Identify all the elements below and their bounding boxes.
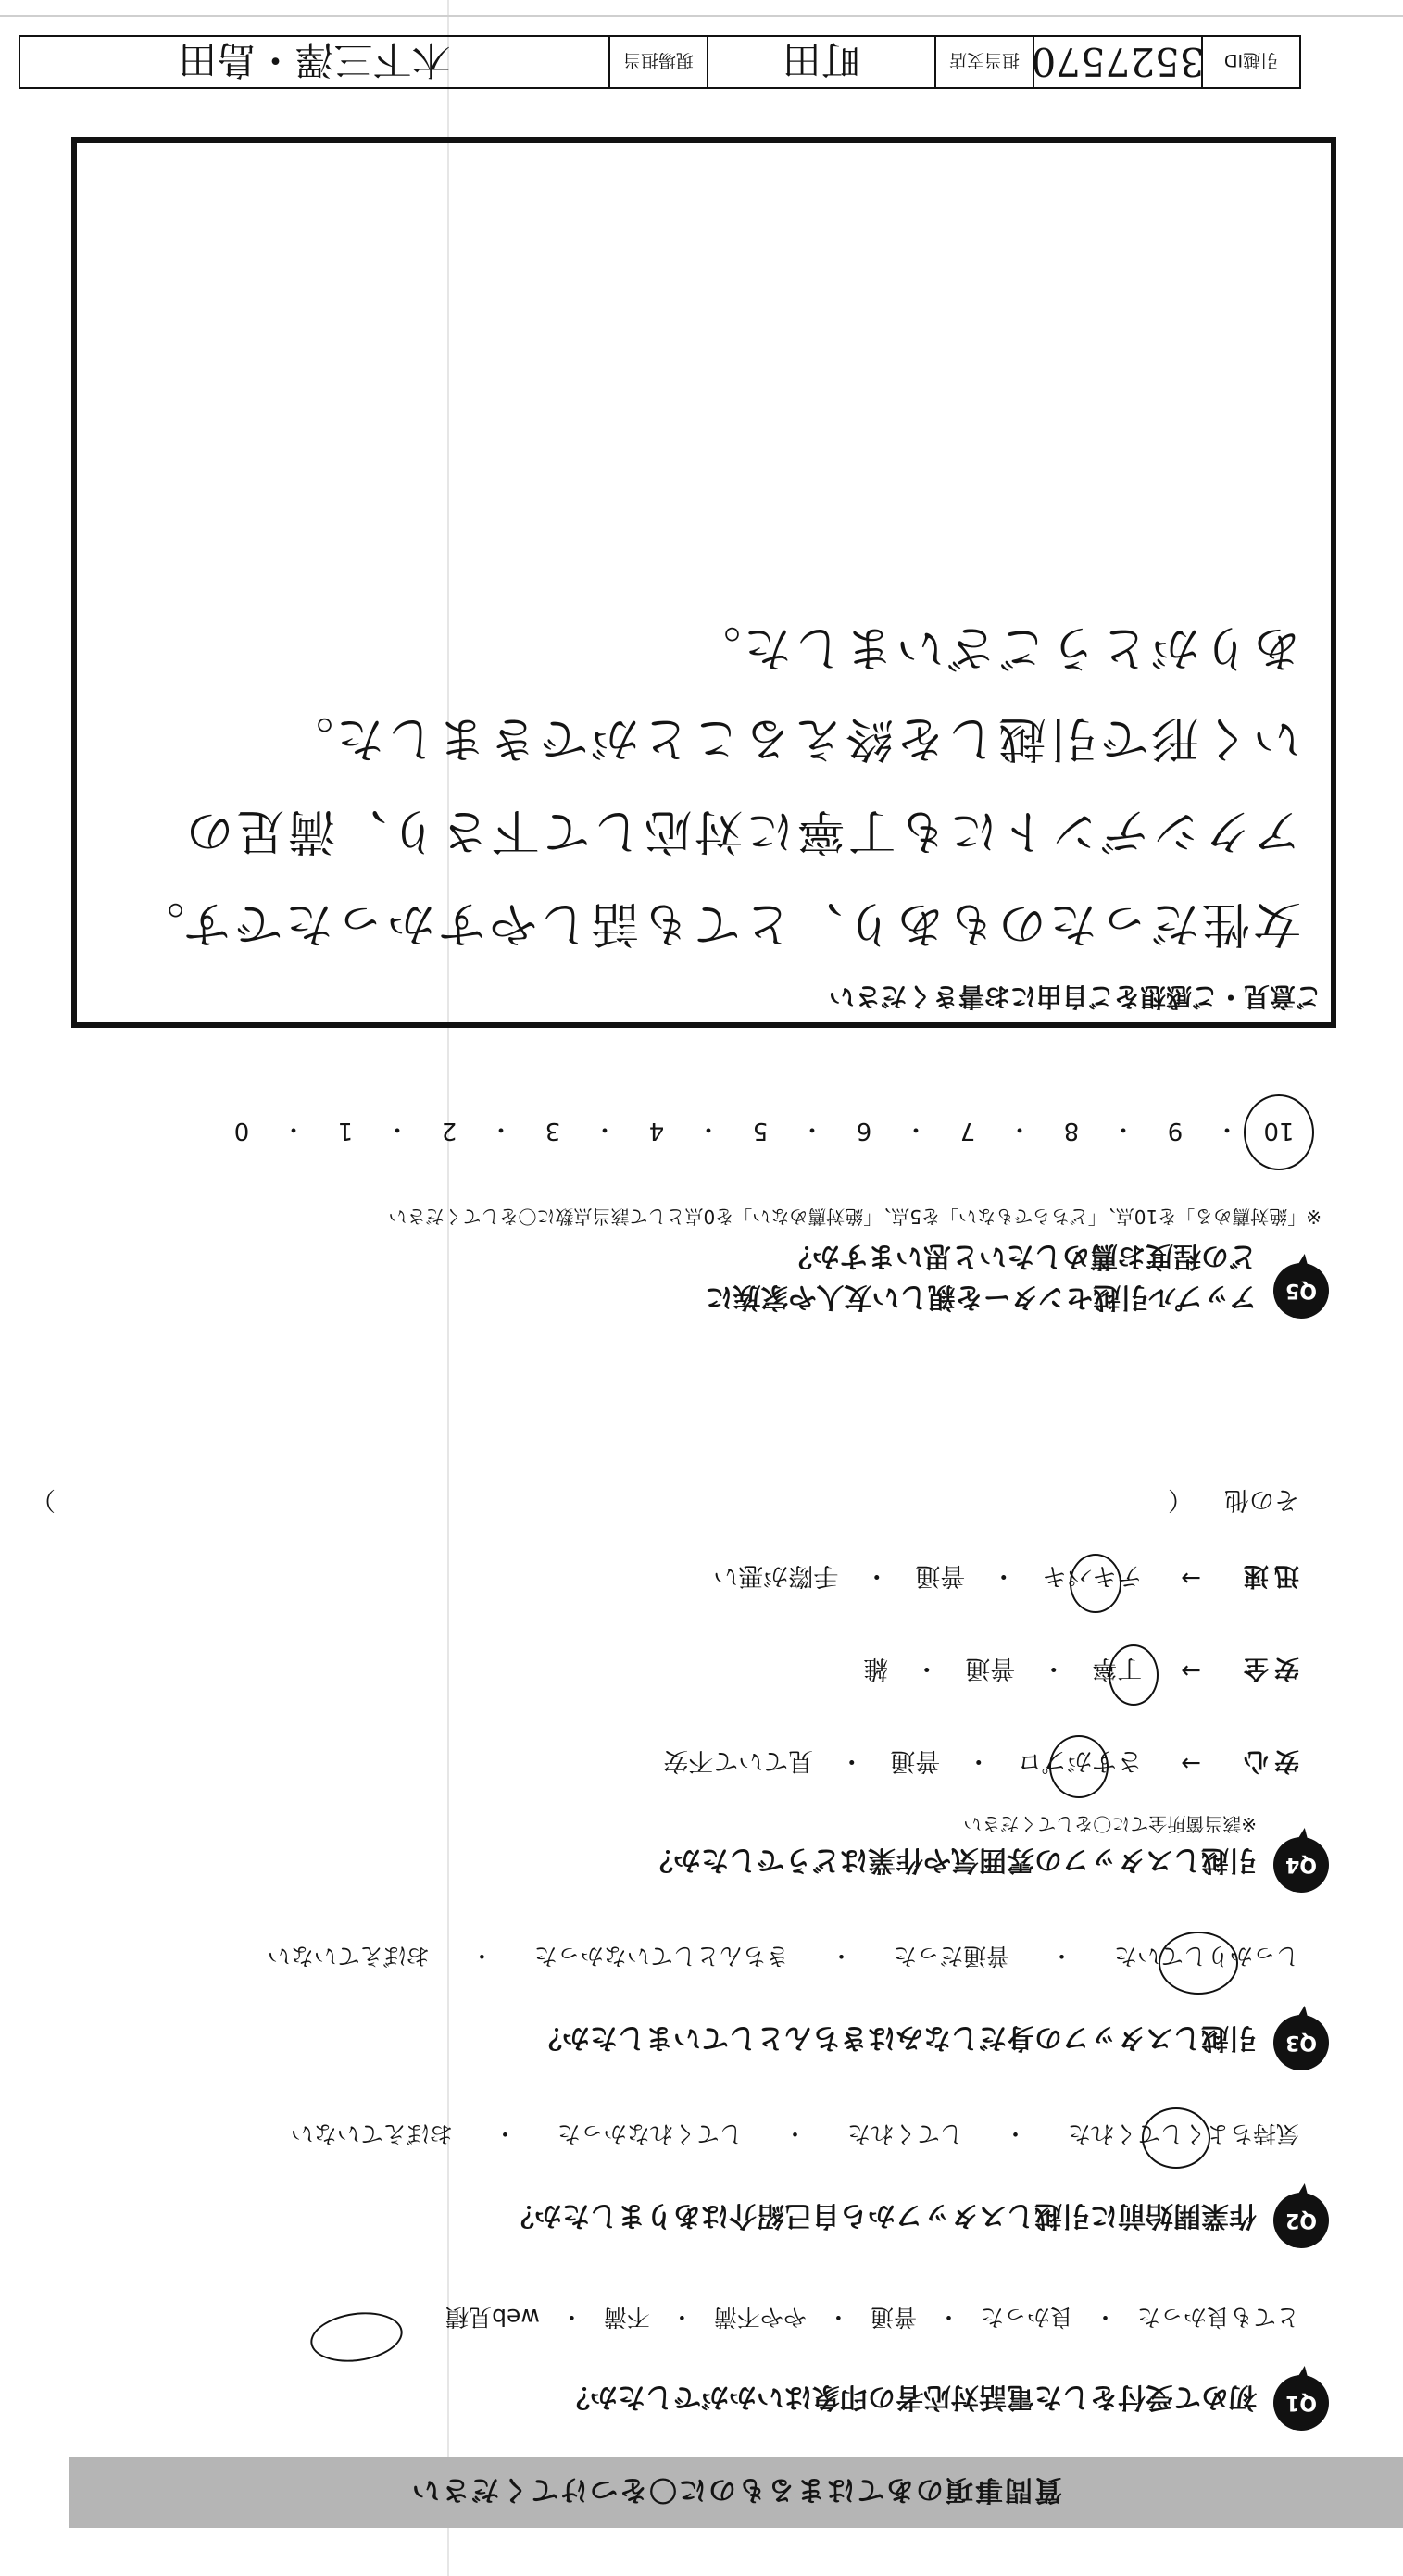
branch-value: 町田 xyxy=(707,37,934,87)
q2-option[interactable]: おぼえていない xyxy=(290,2120,453,2147)
q5-selection-circle xyxy=(1244,1094,1314,1170)
q3-icon: Q3 xyxy=(1273,2015,1329,2070)
q1-icon: Q1 xyxy=(1273,2375,1329,2431)
scale-1[interactable]: 1 xyxy=(337,1117,354,1145)
q4-question: 引越しスタッフの雰囲気や作業はどうでしたか？ xyxy=(645,1844,1257,1876)
q4-row-other xyxy=(31,1484,1299,1520)
q4-row-anzen: 安全 → 丁寧 ・ 普通 ・ 雑 xyxy=(863,1653,1299,1689)
q3-options: しっかりしていた ・ 普通だった ・ きちんとしていなかった ・ おぼえていない xyxy=(268,1941,1299,1974)
arrow-right-icon: → xyxy=(1181,1749,1201,1778)
q3-option[interactable]: 普通だった xyxy=(893,1943,1009,1970)
q2-option[interactable]: してくれた xyxy=(846,2120,963,2147)
q4-option[interactable]: 手際が悪い xyxy=(713,1561,839,1590)
scale-0[interactable]: 0 xyxy=(233,1117,250,1145)
arrow-right-icon: → xyxy=(1181,1657,1201,1685)
q4-row-jinsoku: 迅速 → テキパキ ・ 普通 ・ 手際が悪い xyxy=(713,1560,1299,1596)
q2-icon: Q2 xyxy=(1273,2193,1329,2248)
scale-9[interactable]: 9 xyxy=(1167,1117,1184,1145)
q5-icon: Q5 xyxy=(1273,1263,1329,1319)
q1-option[interactable]: とても良かった xyxy=(1136,2304,1299,2331)
scale-6[interactable]: 6 xyxy=(856,1117,872,1145)
q4-anzen-selection-circle xyxy=(1109,1644,1159,1706)
q4-option[interactable]: 丁寧 xyxy=(1092,1654,1143,1682)
q1-selection-circle xyxy=(307,2307,406,2367)
q5-question-line1: アップル引越センターを親しい友人や家族に xyxy=(705,1281,1257,1313)
q4-jinsoku-selection-circle xyxy=(1070,1554,1121,1613)
q5-scale: 10 ・ 9 ・ 8 ・ 7 ・ 6 ・ 5 ・ 4 ・ 3 ・ 2 ・ 1 ・ 0 xyxy=(221,1114,1299,1148)
scale-8[interactable]: 8 xyxy=(1063,1117,1080,1145)
comment-handwriting-line: いく形で引越しを終えることができました。 xyxy=(282,710,1301,766)
q1-options: とても良かった ・ 良かった ・ 普通 ・ やや不満 ・ 不満 ・ web見積 xyxy=(445,2302,1299,2335)
q3-option[interactable]: おぼえていない xyxy=(267,1943,430,1970)
q1-option[interactable]: やや不満 xyxy=(713,2304,807,2331)
q1-option-web[interactable]: web見積 xyxy=(445,2304,540,2331)
q4-option[interactable]: 普通 xyxy=(965,1654,1016,1682)
q5-question-line2: どの程度お薦めしたいと思いますか？ xyxy=(784,1240,1257,1272)
move-info-table xyxy=(19,35,1301,89)
q3-option[interactable]: きちんとしていなかった xyxy=(533,1943,789,1970)
q1-option[interactable]: 普通 xyxy=(870,2304,917,2331)
q4-option[interactable]: 見ていて不安 xyxy=(663,1746,814,1775)
q1-option[interactable]: 不満 xyxy=(603,2304,650,2331)
q4-option[interactable]: 普通 xyxy=(890,1746,941,1775)
q4-option[interactable]: 普通 xyxy=(915,1561,966,1590)
branch-label: 担当支店 xyxy=(934,37,1033,87)
comment-heading: ご意見・ご感想をご自由にお書きください xyxy=(828,982,1322,1012)
q2-question: 作業開始前に引越しスタッフから自己紹介はありましたか？ xyxy=(507,2199,1257,2232)
q2-selection-circle xyxy=(1142,2107,1210,2169)
move-id-value: 3527570 xyxy=(1033,37,1201,87)
q4-row-label: 迅速 xyxy=(1238,1561,1299,1590)
q1-question: 初めて受付をした電話対応者の印象はいかがでしたか？ xyxy=(562,2381,1257,2413)
q5-note: ※「絶対薦める」を10点、「どちらでもない」を5点、「絶対薦めない」を0点として該当点数に〇をしてください xyxy=(388,1206,1322,1228)
q4-note: ※該当箇所全てに〇をしてください xyxy=(963,1813,1257,1835)
q4-row-anshin: 安心 → さすがプロ ・ 普通 ・ 見ていて不安 xyxy=(663,1745,1299,1782)
q2-options: 気持ちよくしてくれた ・ してくれた ・ してくれなかった ・ おぼえていない xyxy=(291,2119,1299,2152)
q4-option[interactable]: さすがプロ xyxy=(1017,1746,1143,1775)
scale-10[interactable]: 10 xyxy=(1263,1117,1295,1145)
q2-option[interactable]: してくれなかった xyxy=(557,2120,743,2147)
leader-value: 木下三澤・島田 xyxy=(178,37,451,82)
q1-option[interactable]: 良かった xyxy=(980,2304,1073,2331)
scale-2[interactable]: 2 xyxy=(441,1117,457,1145)
q4-row-label: 安全 xyxy=(1238,1654,1299,1682)
scan-edge-line xyxy=(0,15,1403,17)
comment-handwriting-line: 女性だったのもあり、とても話しやすかったです。 xyxy=(133,895,1301,951)
move-id-label: 引越ID xyxy=(1201,37,1299,87)
other-close-paren: ） xyxy=(31,1485,56,1514)
arrow-right-icon: → xyxy=(1181,1564,1201,1593)
q4-icon: Q4 xyxy=(1273,1837,1329,1893)
q4-other-label: その他 xyxy=(1224,1485,1299,1514)
q4-row-label: 安心 xyxy=(1238,1746,1299,1775)
instructions-banner: 質問事項のあてはまるものに〇をつけてください xyxy=(69,2457,1403,2528)
scale-5[interactable]: 5 xyxy=(752,1117,769,1145)
q2-option[interactable]: 気持ちよくしてくれた xyxy=(1067,2120,1299,2147)
scale-4[interactable]: 4 xyxy=(648,1117,665,1145)
comment-handwriting-line: ありがとうございました。 xyxy=(689,619,1301,675)
comment-handwriting-line: アクシデントにも丁寧に対応して下さり、満足の xyxy=(182,803,1301,858)
q4-anshin-selection-circle xyxy=(1049,1735,1109,1798)
scale-7[interactable]: 7 xyxy=(959,1117,976,1145)
other-open-paren: （ xyxy=(1168,1485,1193,1514)
q3-selection-circle xyxy=(1159,1932,1238,1995)
leader-label: 現場担当 xyxy=(608,37,707,87)
q3-option[interactable]: しっかりしていた xyxy=(1113,1943,1299,1970)
q3-question: 引越しスタッフの身だしなみはきちんとしていましたか？ xyxy=(534,2021,1257,2054)
q4-option[interactable]: テキパキ xyxy=(1042,1561,1143,1590)
q4-option[interactable]: 雑 xyxy=(863,1654,889,1682)
scale-3[interactable]: 3 xyxy=(545,1117,561,1145)
